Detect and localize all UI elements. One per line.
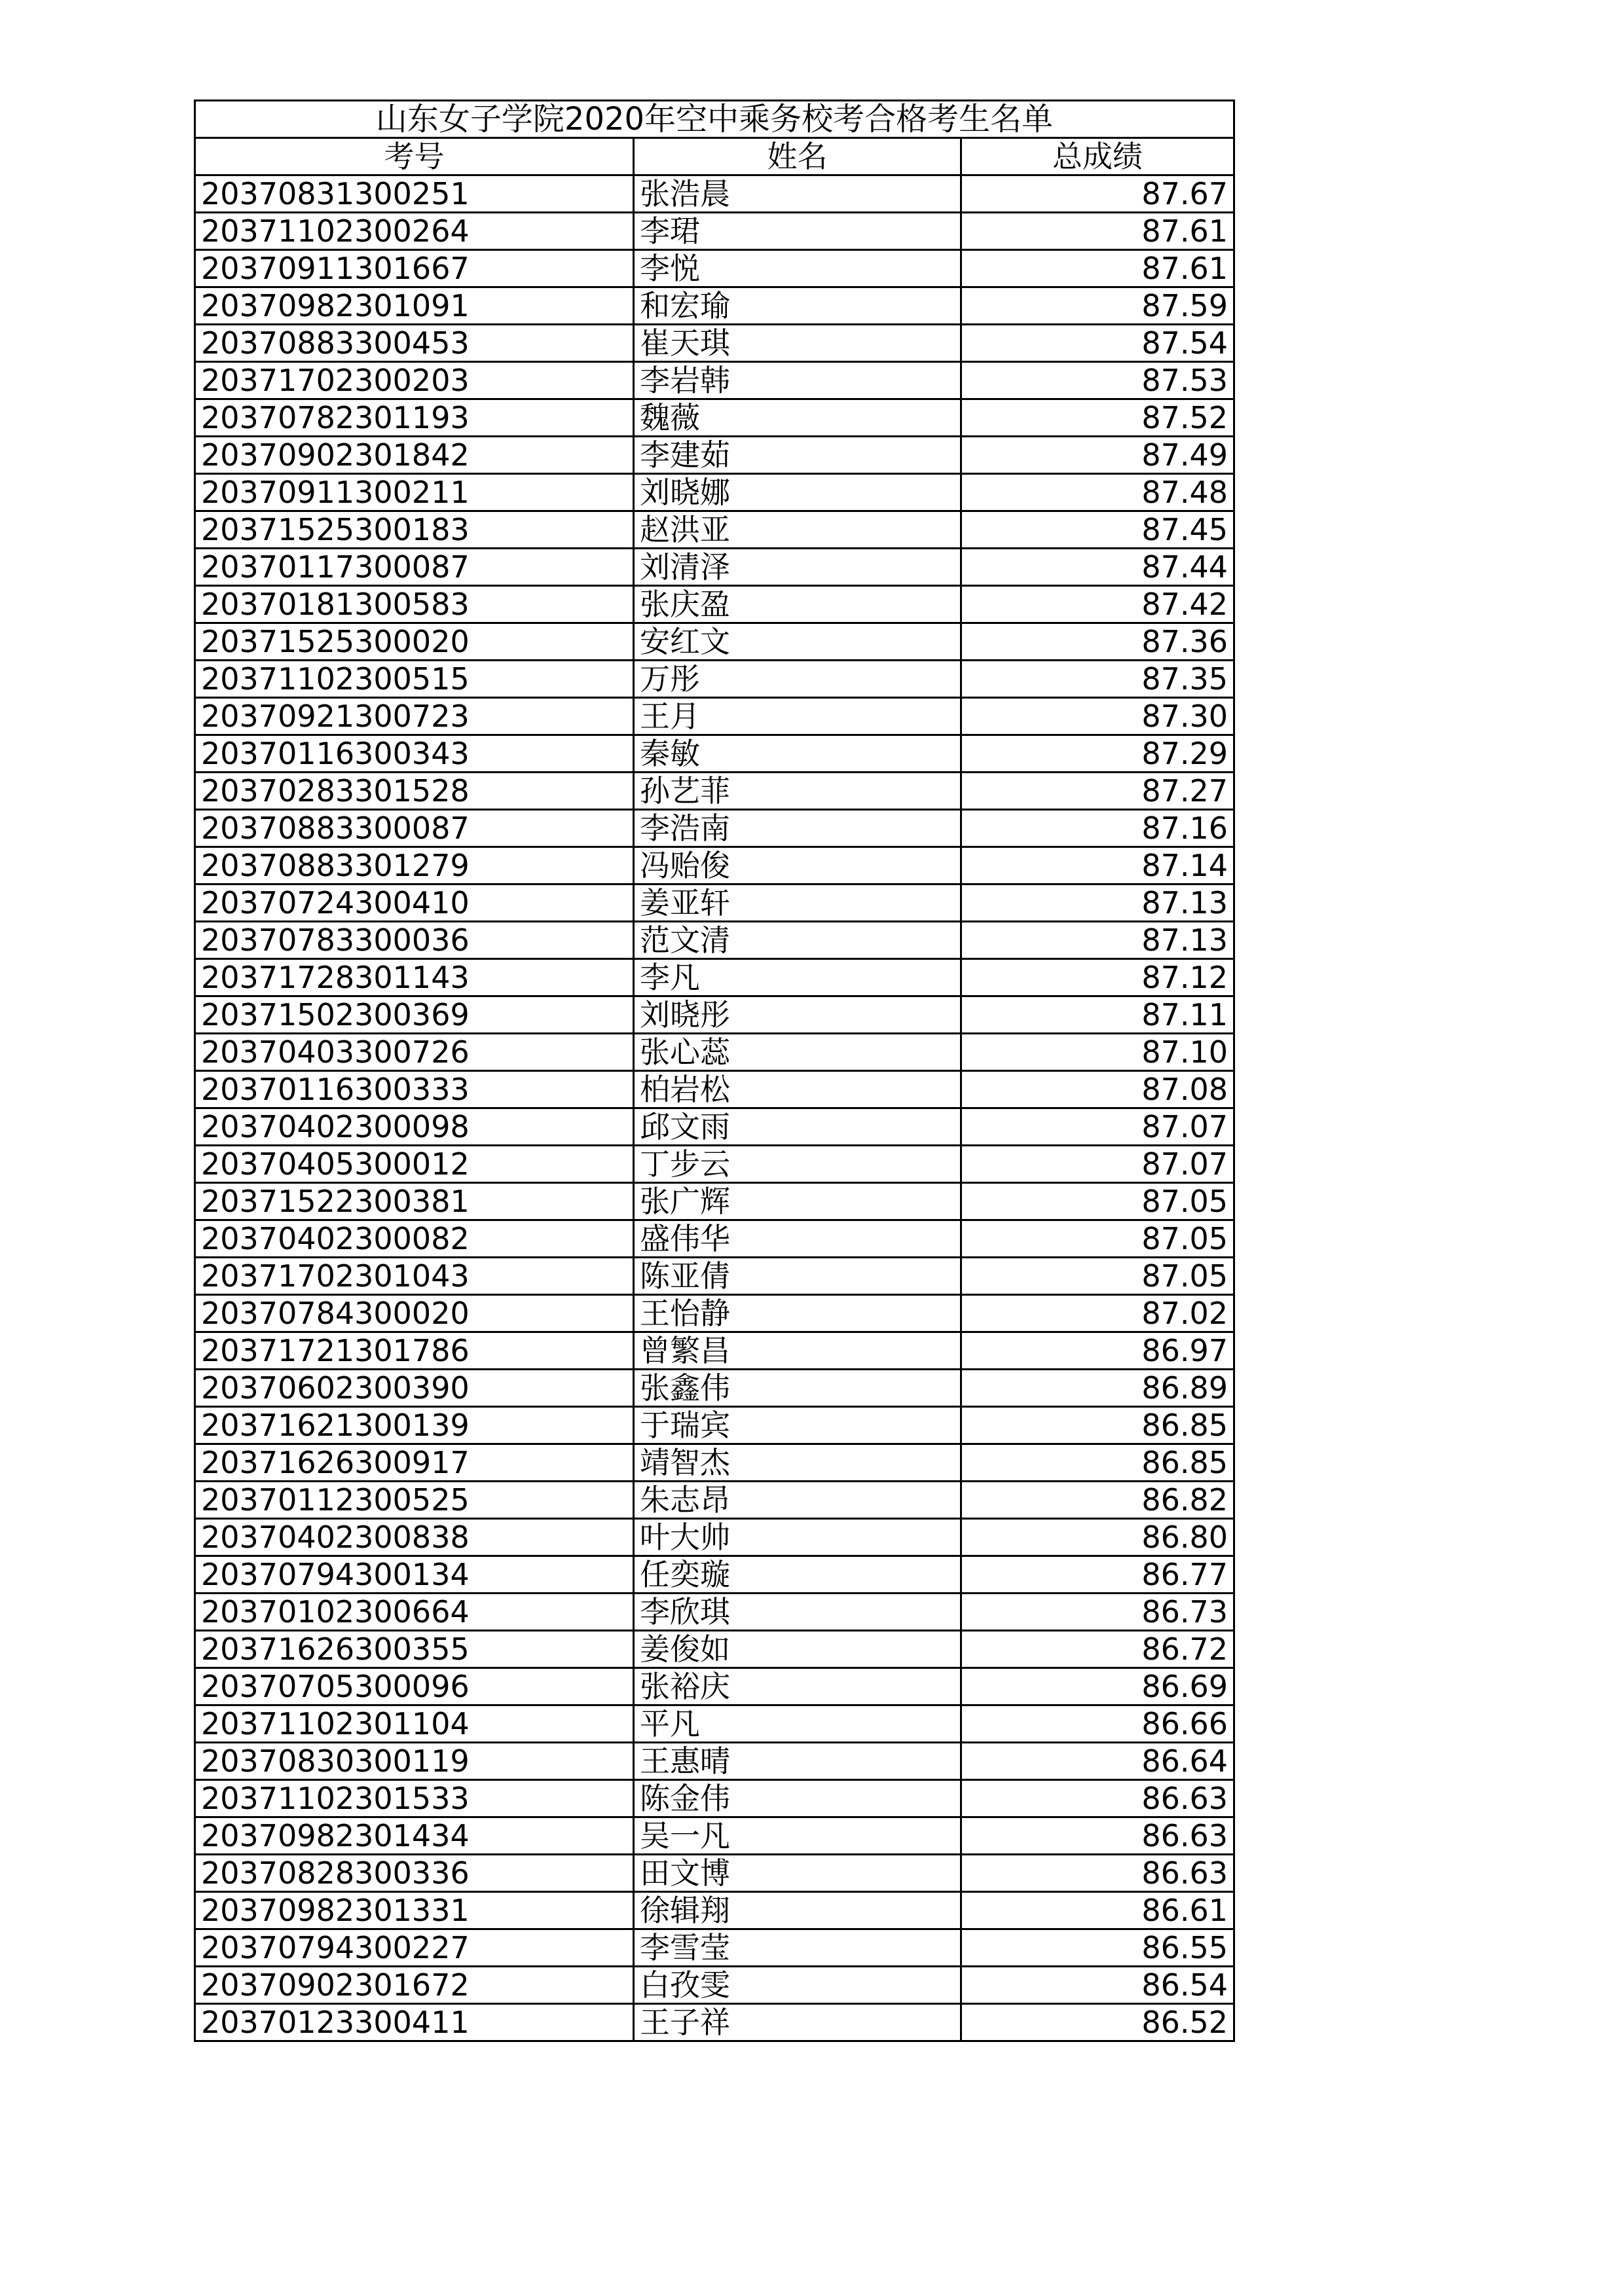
cell-name: 盛伟华: [634, 1220, 961, 1258]
cell-score: 87.12: [961, 959, 1234, 996]
table-row: [195, 250, 1234, 287]
table-row: [195, 213, 1234, 250]
cell-score: 86.72: [961, 1631, 1234, 1668]
cell-score: 87.61: [961, 250, 1234, 287]
cell-score: 87.14: [961, 847, 1234, 884]
cell-score: 87.49: [961, 437, 1234, 474]
cell-exam-id: 20370116300333: [195, 1071, 634, 1108]
table-row: [195, 1631, 1234, 1668]
cell-name: 刘晓娜: [634, 474, 961, 511]
table-row: [195, 922, 1234, 959]
cell-exam-id: 20370102300664: [195, 1594, 634, 1631]
table-row: [195, 511, 1234, 549]
cell-exam-id: 20370602300390: [195, 1370, 634, 1407]
cell-name: 崔天琪: [634, 325, 961, 362]
document-title: 山东女子学院2020年空中乘务校考合格考生名单: [195, 101, 1234, 138]
cell-name: 刘晓彤: [634, 996, 961, 1034]
cell-name: 安红文: [634, 623, 961, 661]
cell-score: 87.61: [961, 213, 1234, 250]
cell-score: 86.64: [961, 1743, 1234, 1780]
header-id: 考号: [195, 138, 634, 175]
table-row: [195, 1556, 1234, 1594]
cell-score: 87.53: [961, 362, 1234, 399]
cell-exam-id: 20370883301279: [195, 847, 634, 884]
table-row: [195, 735, 1234, 773]
cell-name: 赵洪亚: [634, 511, 961, 549]
cell-name: 李雪莹: [634, 1929, 961, 1967]
cell-score: 86.63: [961, 1780, 1234, 1817]
cell-score: 87.05: [961, 1183, 1234, 1220]
cell-score: 86.54: [961, 1967, 1234, 2004]
cell-score: 86.85: [961, 1407, 1234, 1444]
table-row: [195, 362, 1234, 399]
cell-exam-id: 20371502300369: [195, 996, 634, 1034]
header-name: 姓名: [634, 138, 961, 175]
cell-exam-id: 20370724300410: [195, 884, 634, 922]
cell-exam-id: 20370982301091: [195, 287, 634, 325]
cell-name: 邱文雨: [634, 1108, 961, 1146]
cell-exam-id: 20370982301434: [195, 1817, 634, 1855]
table-body: [195, 175, 1234, 2041]
cell-name: 李悦: [634, 250, 961, 287]
table-row: [195, 2004, 1234, 2041]
cell-name: 朱志昂: [634, 1482, 961, 1519]
cell-exam-id: 20371102300515: [195, 661, 634, 698]
cell-exam-id: 20371525300183: [195, 511, 634, 549]
cell-name: 白孜雯: [634, 1967, 961, 2004]
table-row: [195, 1817, 1234, 1855]
cell-score: 86.82: [961, 1482, 1234, 1519]
cell-name: 平凡: [634, 1705, 961, 1743]
cell-name: 张庆盈: [634, 586, 961, 623]
cell-name: 于瑞宾: [634, 1407, 961, 1444]
table-row: [195, 1929, 1234, 1967]
cell-name: 万彤: [634, 661, 961, 698]
table-row: [195, 399, 1234, 437]
cell-exam-id: 20371102300264: [195, 213, 634, 250]
cell-exam-id: 20371621300139: [195, 1407, 634, 1444]
cell-name: 曾繁昌: [634, 1332, 961, 1370]
cell-exam-id: 20370181300583: [195, 586, 634, 623]
table-row: [195, 1444, 1234, 1482]
table-row: [195, 175, 1234, 213]
cell-exam-id: 20371102301104: [195, 1705, 634, 1743]
table-row: [195, 1967, 1234, 2004]
cell-name: 王子祥: [634, 2004, 961, 2041]
table-row: [195, 1519, 1234, 1556]
cell-exam-id: 20370405300012: [195, 1146, 634, 1183]
cell-score: 87.35: [961, 661, 1234, 698]
cell-exam-id: 20371102301533: [195, 1780, 634, 1817]
table-row: [195, 1594, 1234, 1631]
cell-name: 和宏瑜: [634, 287, 961, 325]
table-row: [195, 549, 1234, 586]
cell-name: 范文清: [634, 922, 961, 959]
cell-score: 87.05: [961, 1258, 1234, 1295]
table-row: [195, 1407, 1234, 1444]
cell-name: 李岩韩: [634, 362, 961, 399]
cell-score: 87.07: [961, 1146, 1234, 1183]
table-row: [195, 1183, 1234, 1220]
table-row: [195, 1855, 1234, 1892]
cell-exam-id: 20370911301667: [195, 250, 634, 287]
cell-score: 86.69: [961, 1668, 1234, 1705]
cell-exam-id: 20370112300525: [195, 1482, 634, 1519]
table-row: [195, 586, 1234, 623]
table-row: [195, 884, 1234, 922]
cell-exam-id: 20370403300726: [195, 1034, 634, 1071]
table-row: [195, 1258, 1234, 1295]
cell-exam-id: 20370283301528: [195, 773, 634, 810]
cell-exam-id: 20371525300020: [195, 623, 634, 661]
table-row: [195, 1780, 1234, 1817]
cell-name: 王月: [634, 698, 961, 735]
cell-exam-id: 20370883300453: [195, 325, 634, 362]
cell-name: 李凡: [634, 959, 961, 996]
cell-exam-id: 20370116300343: [195, 735, 634, 773]
cell-exam-id: 20370902301842: [195, 437, 634, 474]
cell-name: 张裕庆: [634, 1668, 961, 1705]
cell-name: 靖智杰: [634, 1444, 961, 1482]
cell-score: 86.55: [961, 1929, 1234, 1967]
cell-exam-id: 20370117300087: [195, 549, 634, 586]
table-row: [195, 474, 1234, 511]
cell-score: 86.61: [961, 1892, 1234, 1929]
cell-score: 87.07: [961, 1108, 1234, 1146]
cell-score: 87.36: [961, 623, 1234, 661]
cell-exam-id: 20371702300203: [195, 362, 634, 399]
header-score: 总成绩: [961, 138, 1234, 175]
cell-exam-id: 20370831300251: [195, 175, 634, 213]
cell-exam-id: 20371702301043: [195, 1258, 634, 1295]
cell-score: 86.63: [961, 1855, 1234, 1892]
cell-exam-id: 20370705300096: [195, 1668, 634, 1705]
table-row: [195, 1370, 1234, 1407]
cell-score: 87.42: [961, 586, 1234, 623]
table-row: [195, 623, 1234, 661]
cell-score: 87.48: [961, 474, 1234, 511]
cell-exam-id: 20370123300411: [195, 2004, 634, 2041]
cell-exam-id: 20370830300119: [195, 1743, 634, 1780]
cell-name: 陈亚倩: [634, 1258, 961, 1295]
cell-exam-id: 20371626300355: [195, 1631, 634, 1668]
table-row: [195, 959, 1234, 996]
cell-score: 86.77: [961, 1556, 1234, 1594]
cell-score: 87.59: [961, 287, 1234, 325]
table-row: [195, 325, 1234, 362]
cell-name: 刘清泽: [634, 549, 961, 586]
cell-score: 87.27: [961, 773, 1234, 810]
cell-score: 87.30: [961, 698, 1234, 735]
cell-name: 冯贻俊: [634, 847, 961, 884]
cell-name: 丁步云: [634, 1146, 961, 1183]
cell-score: 87.08: [961, 1071, 1234, 1108]
table-row: [195, 847, 1234, 884]
cell-score: 87.29: [961, 735, 1234, 773]
cell-name: 李建茹: [634, 437, 961, 474]
table-row: [195, 1705, 1234, 1743]
cell-exam-id: 20371728301143: [195, 959, 634, 996]
cell-name: 秦敏: [634, 735, 961, 773]
header-row: [195, 138, 1234, 175]
cell-score: 86.63: [961, 1817, 1234, 1855]
cell-score: 86.66: [961, 1705, 1234, 1743]
table-row: [195, 437, 1234, 474]
title-row: [195, 101, 1234, 138]
cell-name: 王惠晴: [634, 1743, 961, 1780]
cell-exam-id: 20370921300723: [195, 698, 634, 735]
table-row: [195, 773, 1234, 810]
cell-exam-id: 20370828300336: [195, 1855, 634, 1892]
cell-score: 86.97: [961, 1332, 1234, 1370]
cell-name: 姜俊如: [634, 1631, 961, 1668]
cell-exam-id: 20370911300211: [195, 474, 634, 511]
cell-name: 王怡静: [634, 1295, 961, 1332]
cell-exam-id: 20371721301786: [195, 1332, 634, 1370]
table-row: [195, 1295, 1234, 1332]
cell-name: 张广辉: [634, 1183, 961, 1220]
cell-exam-id: 20370902301672: [195, 1967, 634, 2004]
cell-exam-id: 20371626300917: [195, 1444, 634, 1482]
cell-name: 李欣琪: [634, 1594, 961, 1631]
cell-name: 柏岩松: [634, 1071, 961, 1108]
cell-exam-id: 20370783300036: [195, 922, 634, 959]
cell-name: 叶大帅: [634, 1519, 961, 1556]
cell-name: 李珺: [634, 213, 961, 250]
cell-exam-id: 20370402300082: [195, 1220, 634, 1258]
table-row: [195, 1482, 1234, 1519]
cell-score: 86.85: [961, 1444, 1234, 1482]
cell-name: 姜亚轩: [634, 884, 961, 922]
table-row: [195, 1146, 1234, 1183]
cell-exam-id: 20370982301331: [195, 1892, 634, 1929]
cell-score: 86.80: [961, 1519, 1234, 1556]
cell-score: 87.02: [961, 1295, 1234, 1332]
cell-name: 徐辑翔: [634, 1892, 961, 1929]
cell-score: 87.05: [961, 1220, 1234, 1258]
table-row: [195, 1034, 1234, 1071]
cell-score: 87.54: [961, 325, 1234, 362]
table-row: [195, 1108, 1234, 1146]
cell-score: 86.73: [961, 1594, 1234, 1631]
cell-name: 张鑫伟: [634, 1370, 961, 1407]
table-row: [195, 1332, 1234, 1370]
cell-name: 任奕璇: [634, 1556, 961, 1594]
cell-score: 87.16: [961, 810, 1234, 847]
cell-score: 86.89: [961, 1370, 1234, 1407]
candidate-list-table: [194, 100, 1235, 2042]
table-row: [195, 1743, 1234, 1780]
cell-name: 张心蕊: [634, 1034, 961, 1071]
table-row: [195, 698, 1234, 735]
cell-exam-id: 20370883300087: [195, 810, 634, 847]
cell-name: 田文博: [634, 1855, 961, 1892]
cell-exam-id: 20370402300838: [195, 1519, 634, 1556]
cell-name: 李浩南: [634, 810, 961, 847]
cell-score: 87.52: [961, 399, 1234, 437]
table-row: [195, 1668, 1234, 1705]
cell-name: 魏薇: [634, 399, 961, 437]
cell-exam-id: 20370784300020: [195, 1295, 634, 1332]
cell-exam-id: 20370794300134: [195, 1556, 634, 1594]
cell-name: 吴一凡: [634, 1817, 961, 1855]
table-row: [195, 996, 1234, 1034]
cell-score: 87.10: [961, 1034, 1234, 1071]
cell-score: 87.67: [961, 175, 1234, 213]
cell-score: 87.13: [961, 884, 1234, 922]
table-row: [195, 661, 1234, 698]
cell-name: 孙艺菲: [634, 773, 961, 810]
table-row: [195, 810, 1234, 847]
cell-name: 张浩晨: [634, 175, 961, 213]
cell-score: 86.52: [961, 2004, 1234, 2041]
table-row: [195, 1892, 1234, 1929]
cell-exam-id: 20370782301193: [195, 399, 634, 437]
table-row: [195, 1071, 1234, 1108]
cell-score: 87.13: [961, 922, 1234, 959]
table-row: [195, 287, 1234, 325]
cell-score: 87.44: [961, 549, 1234, 586]
cell-exam-id: 20371522300381: [195, 1183, 634, 1220]
table-row: [195, 1220, 1234, 1258]
cell-name: 陈金伟: [634, 1780, 961, 1817]
cell-exam-id: 20370402300098: [195, 1108, 634, 1146]
cell-exam-id: 20370794300227: [195, 1929, 634, 1967]
cell-score: 87.45: [961, 511, 1234, 549]
cell-score: 87.11: [961, 996, 1234, 1034]
